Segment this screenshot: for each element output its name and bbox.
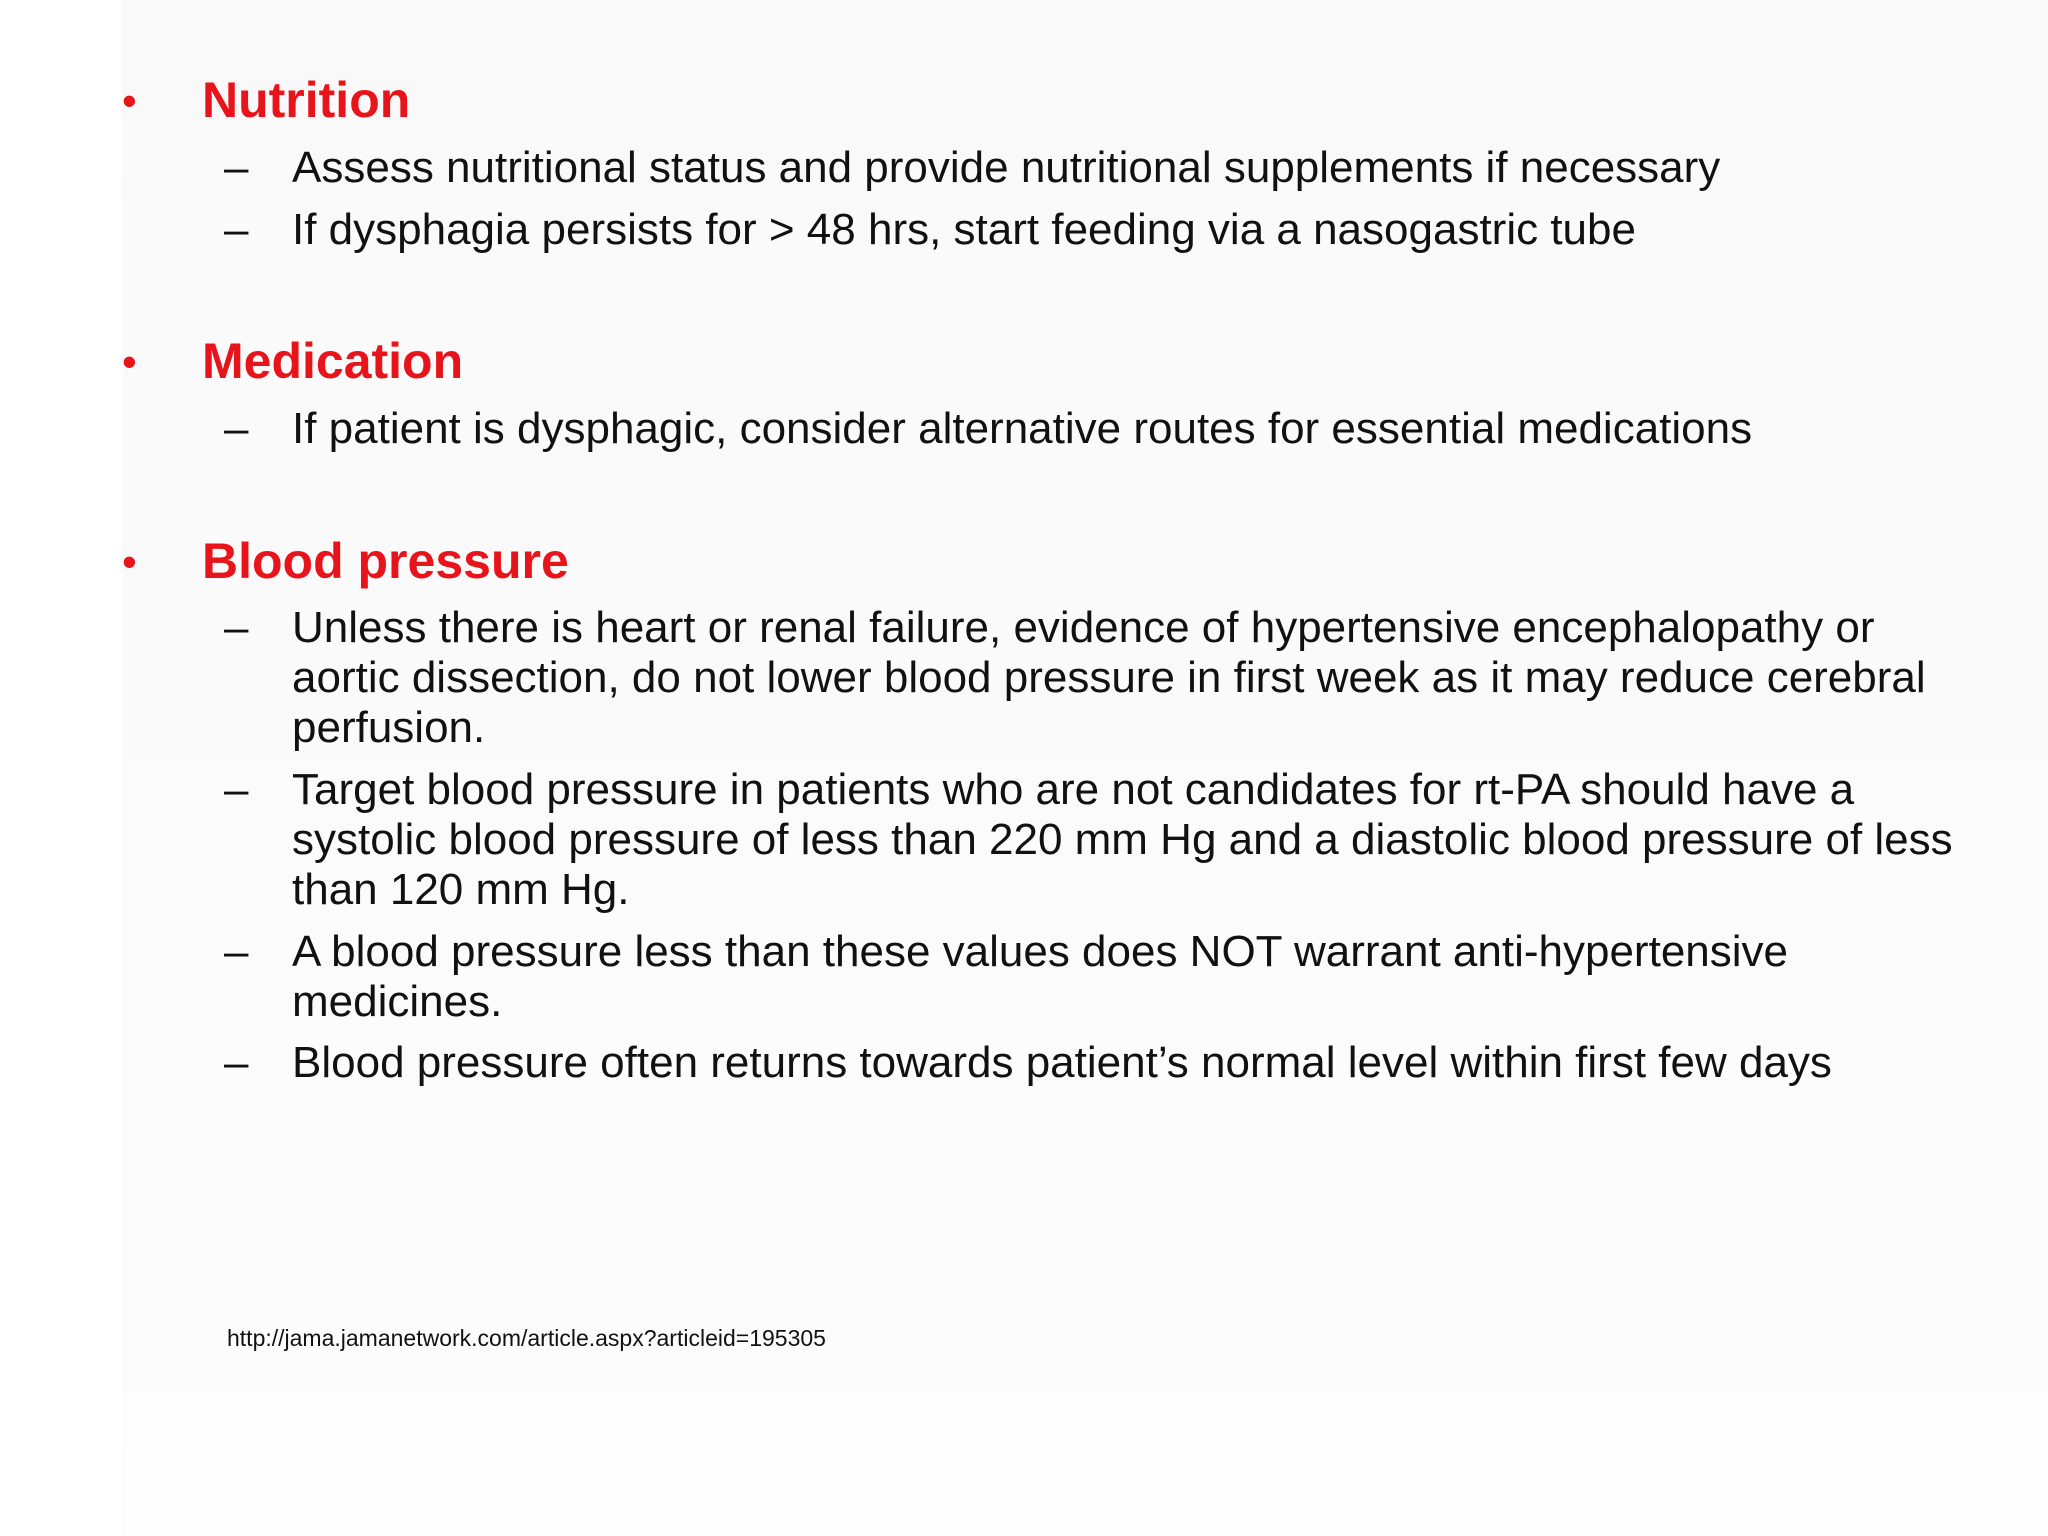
dash-icon: – xyxy=(224,205,249,254)
dash-icon: – xyxy=(224,765,249,814)
list-item-text: Unless there is heart or renal failure, evidence of hypertensive encephalopathy or aortic dissection, do not lower blood pressure in first week as it may reduce cerebral perfusion. xyxy=(292,603,1926,752)
section-heading: Blood pressure xyxy=(202,533,569,589)
dash-icon: – xyxy=(224,143,249,192)
bullet-icon: • xyxy=(122,77,137,124)
dash-icon: – xyxy=(224,1038,249,1087)
list-item-text: Assess nutritional status and provide nutritional supplements if necessary xyxy=(292,143,1721,192)
bullet-icon: • xyxy=(122,538,137,585)
list-item-text: A blood pressure less than these values does NOT warrant anti-hypertensive medicines. xyxy=(292,927,1788,1026)
list-item-text: If patient is dysphagic, consider alternative routes for essential medications xyxy=(292,404,1753,453)
list-item-text: Blood pressure often returns towards patient’s normal level within first few days xyxy=(292,1038,1832,1087)
list-item-text: Target blood pressure in patients who are not candidates for rt-PA should have a systolic blood pressure of less than 220 mm Hg and a diastolic blood pressure of less than 120 mm Hg. xyxy=(292,765,1953,914)
section-heading: Nutrition xyxy=(202,72,411,128)
source-url: http://jama.jamanetwork.com/article.aspx?articleid=195305 xyxy=(227,1325,826,1351)
dash-icon: – xyxy=(224,603,249,652)
dash-icon: – xyxy=(224,404,249,453)
list-item-text: If dysphagia persists for > 48 hrs, start feeding via a nasogastric tube xyxy=(292,205,1636,254)
bullet-icon: • xyxy=(122,338,137,385)
section-heading: Medication xyxy=(202,333,464,389)
dash-icon: – xyxy=(224,927,249,976)
